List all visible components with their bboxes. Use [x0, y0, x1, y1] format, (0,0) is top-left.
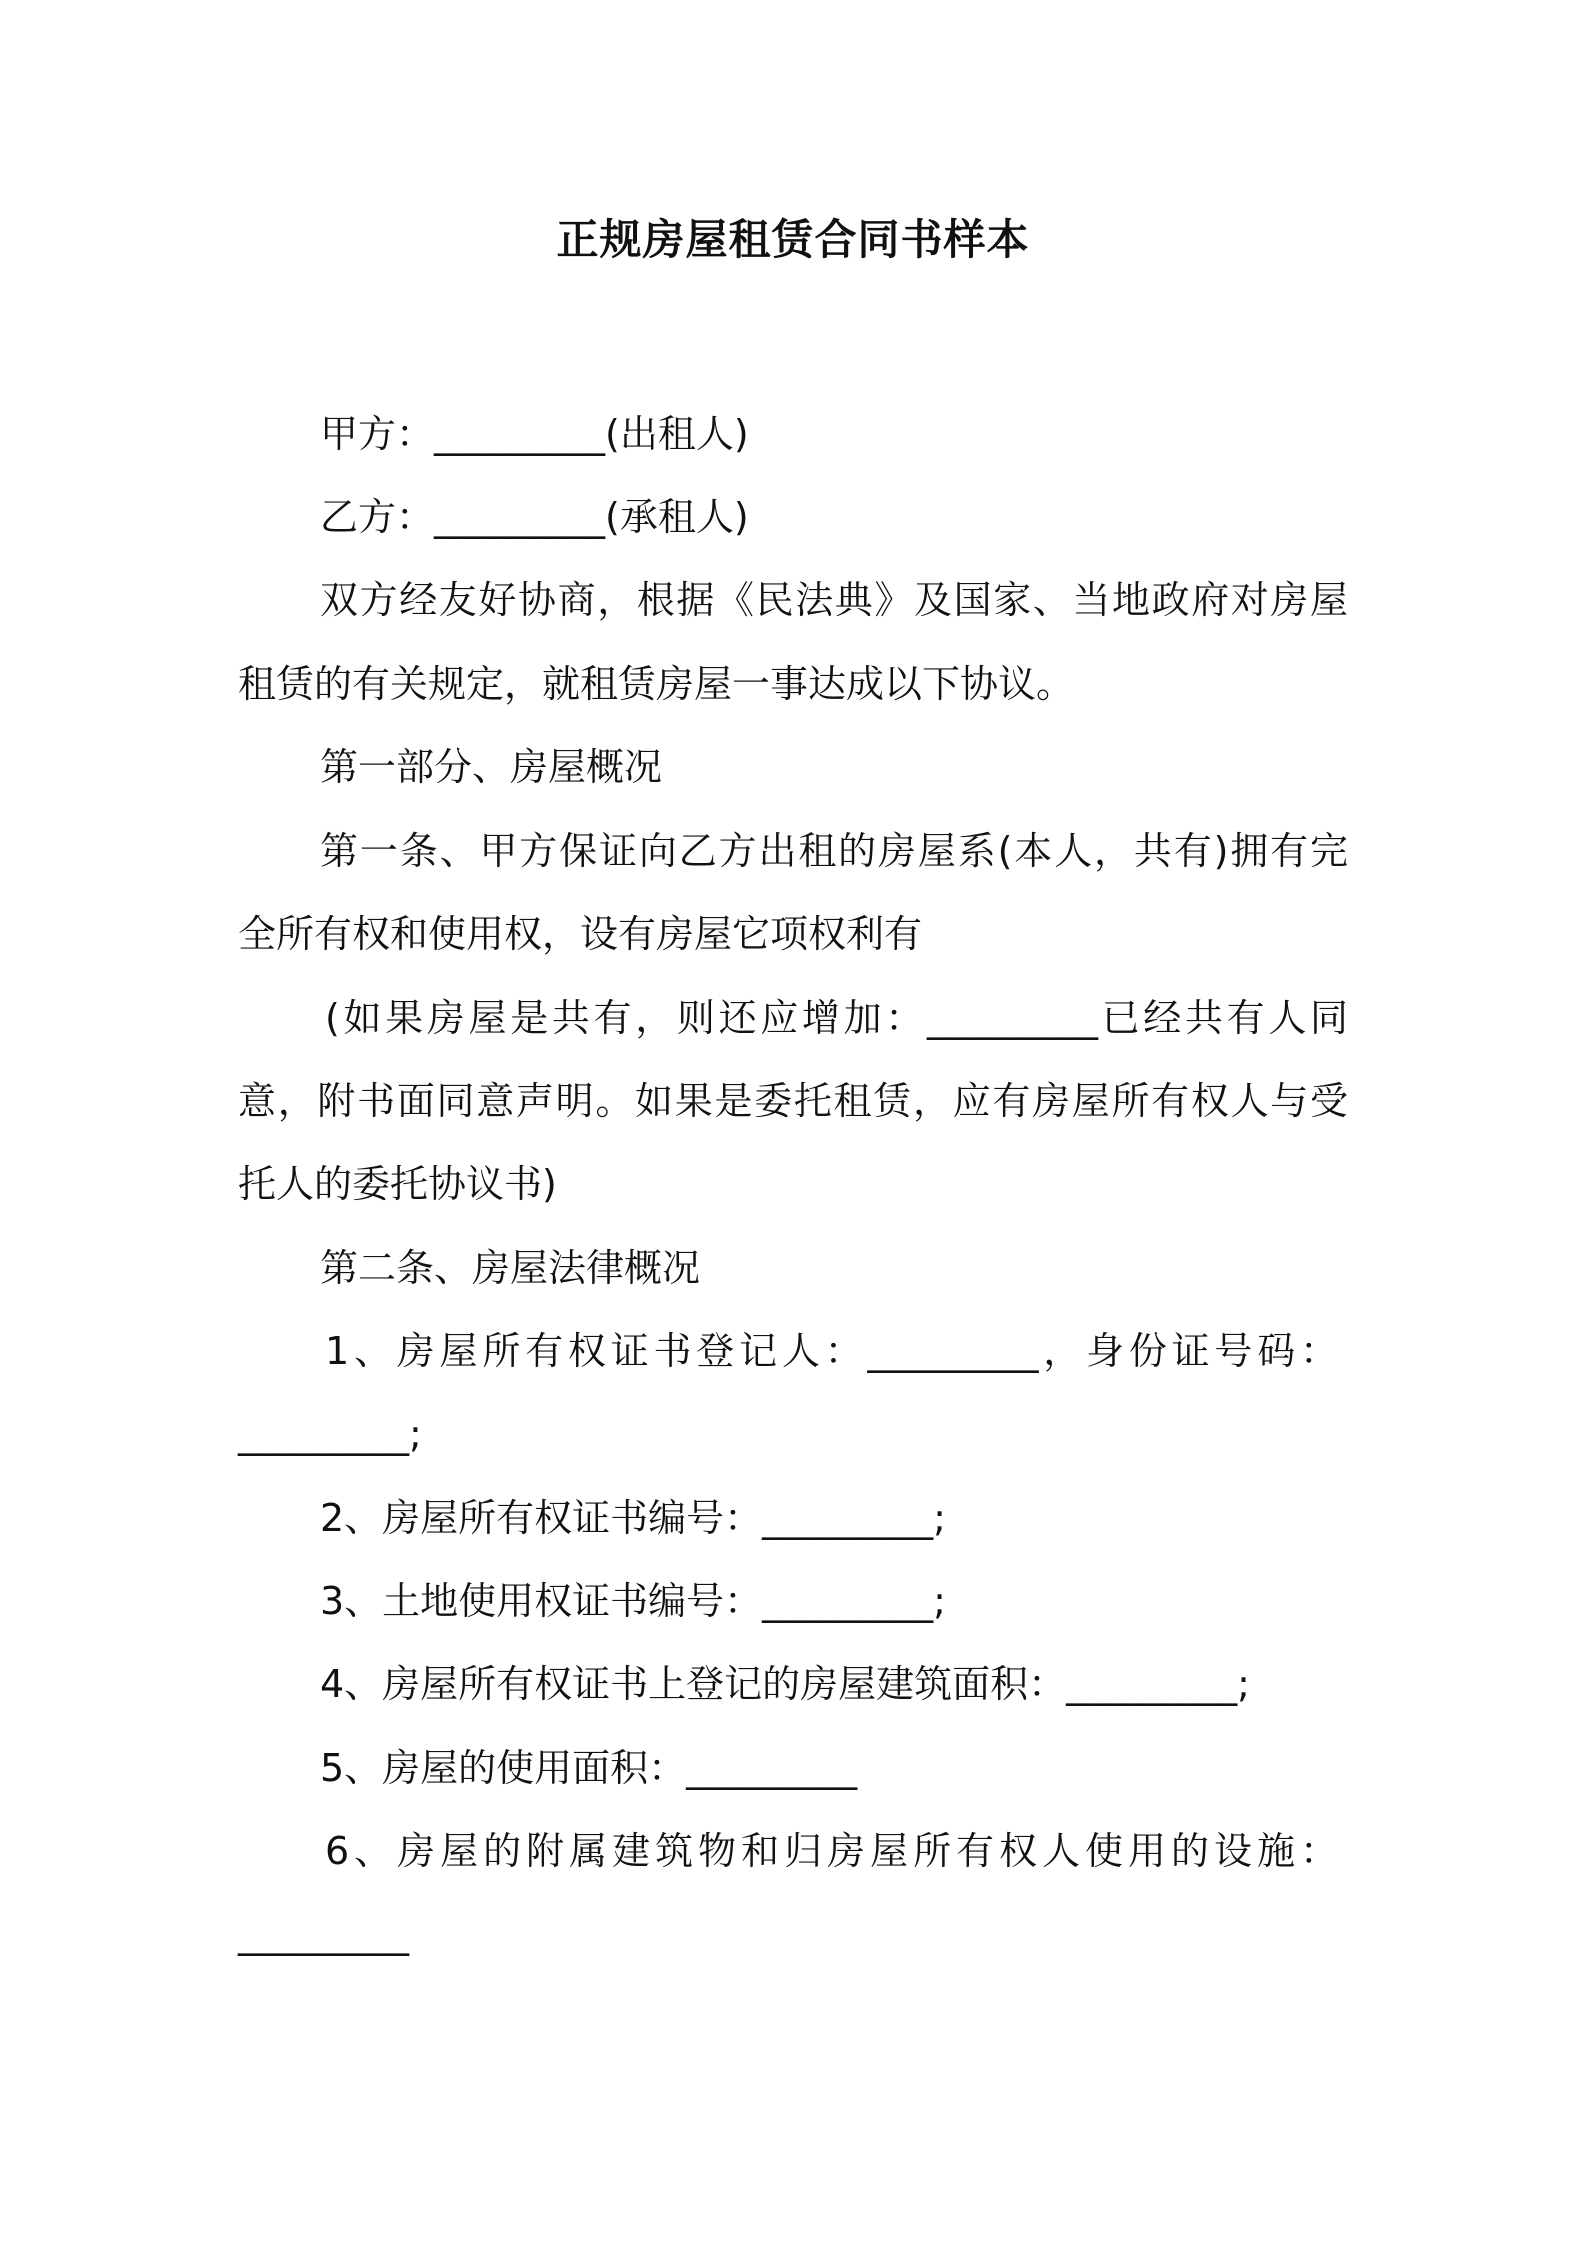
item-3-line: 3、土地使用权证书编号：_________;: [320, 1579, 946, 1623]
party-b-line: 乙方：_________(承租人): [320, 495, 749, 539]
item-6-line-2: _________: [238, 1912, 409, 1956]
item-6-line-1: 6、房屋的附属建筑物和归房屋所有权人使用的设施：: [325, 1829, 1338, 1873]
document-title: 正规房屋租赁合同书样本: [556, 215, 1030, 264]
party-a-line: 甲方：_________(出租人): [320, 412, 749, 456]
section-heading-part-1: 第一部分、房屋概况: [320, 745, 663, 789]
item-1-line-1: 1、房屋所有权证书登记人：_________，身份证号码：: [325, 1329, 1338, 1373]
intro-line-1: 双方经友好协商，根据《民法典》及国家、当地政府对房屋: [320, 578, 1348, 622]
co-ownership-line-3: 托人的委托协议书): [238, 1162, 557, 1206]
co-ownership-line-2: 意，附书面同意声明。如果是委托租赁，应有房屋所有权人与受: [238, 1079, 1348, 1123]
intro-line-2: 租赁的有关规定，就租赁房屋一事达成以下协议。: [238, 662, 1075, 706]
item-4-line: 4、房屋所有权证书上登记的房屋建筑面积：_________;: [320, 1662, 1250, 1706]
article-1-line-2: 全所有权和使用权，设有房屋它项权利有: [238, 912, 923, 956]
article-1-line-1: 第一条、甲方保证向乙方出租的房屋系(本人，共有)拥有完: [320, 829, 1348, 873]
co-ownership-line-1: (如果房屋是共有，则还应增加：_________已经共有人同: [325, 996, 1348, 1040]
item-1-line-2: _________;: [238, 1412, 422, 1456]
item-5-line: 5、房屋的使用面积：_________: [320, 1746, 858, 1790]
item-2-line: 2、房屋所有权证书编号：_________;: [320, 1496, 946, 1540]
article-2-heading: 第二条、房屋法律概况: [320, 1246, 701, 1290]
